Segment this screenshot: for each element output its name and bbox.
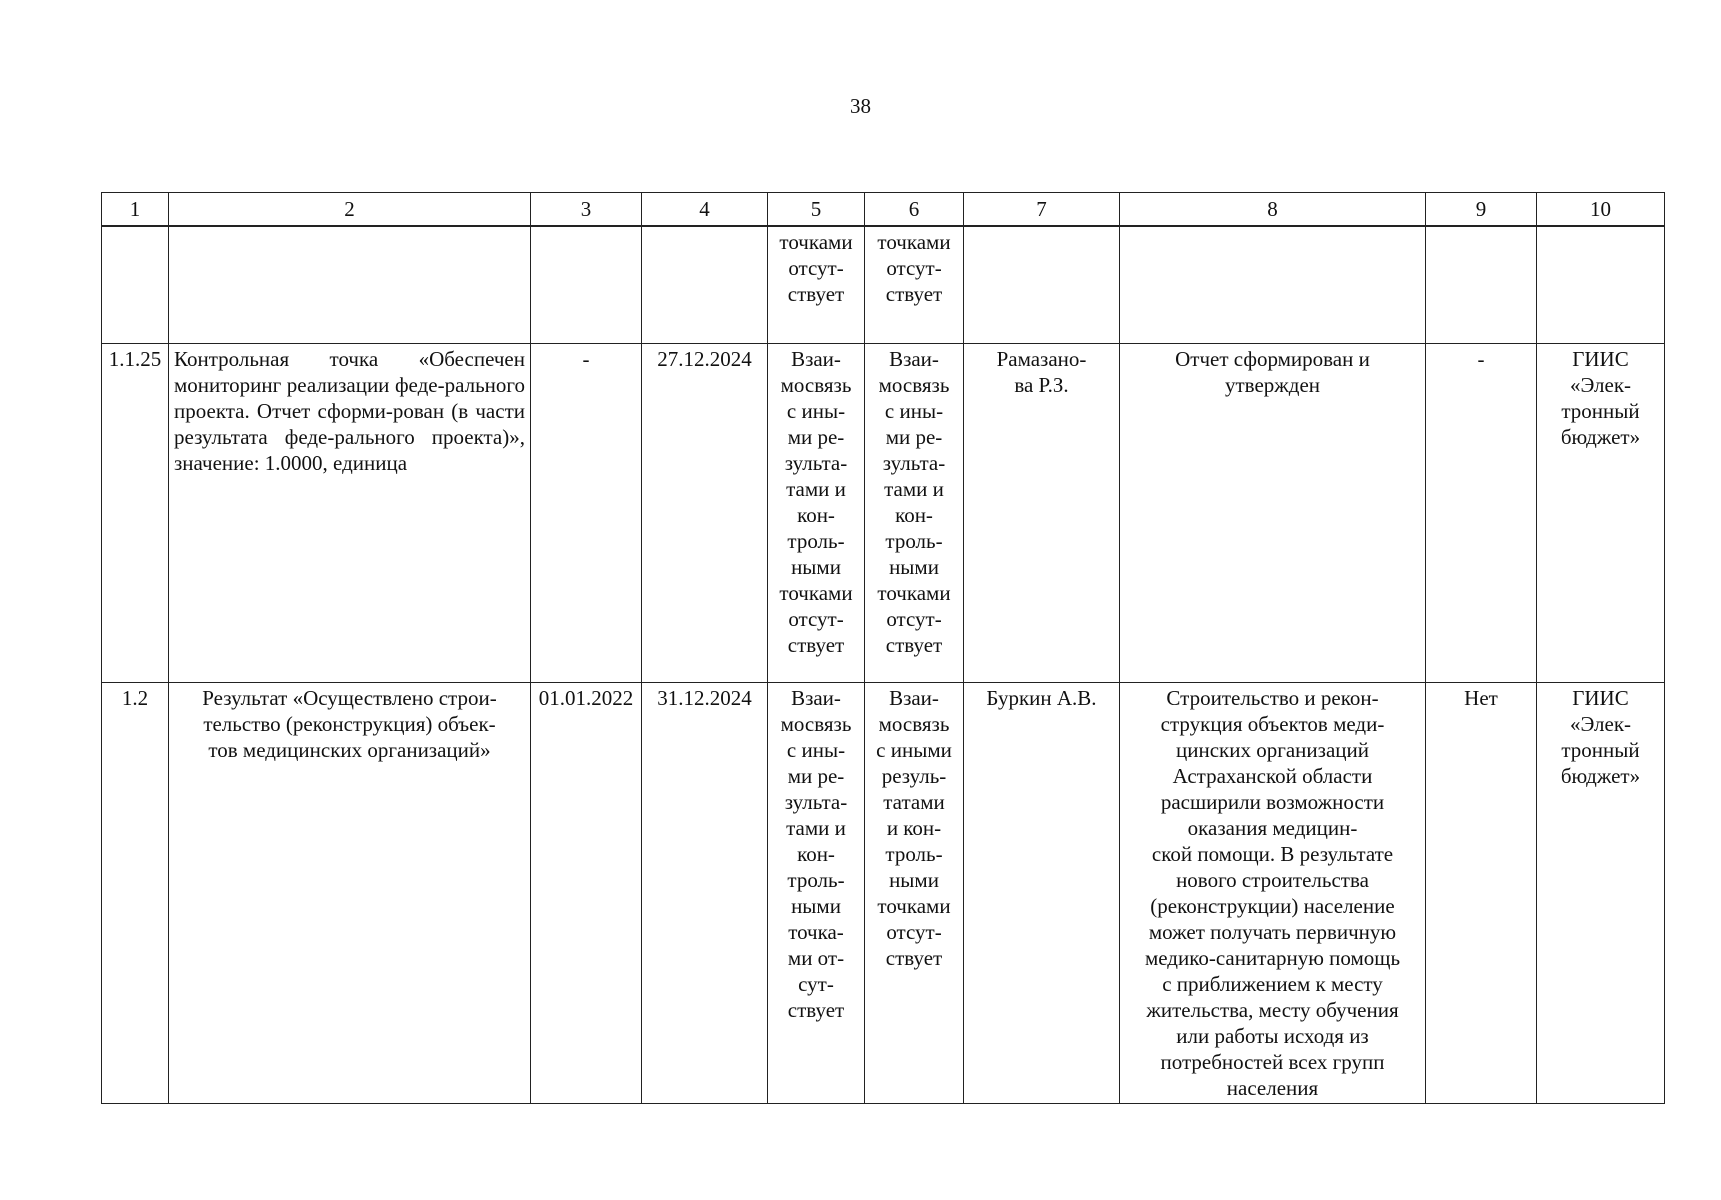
predecessor-cell: Взаи- мосвязь с ины- ми ре- зульта- тами и кон- троль- ными точками отсут- ствует: [768, 344, 865, 683]
description-cell: Строительство и рекон- струкция объектов меди- цинских организаций Астраханской области расширили возможности оказания медицин- ской помощи. В результате нового строительства (реконструкции) население может получать первичную медико-санитарную помощь с приближением к месту жительства, месту обучения или работы исходя из потребностей всех групп населения: [1120, 683, 1426, 1104]
table-header-row: [102, 193, 1665, 227]
row-number-cell: 1.2: [102, 683, 169, 1104]
row-number-cell: [102, 226, 169, 344]
responsible-cell: Рамазано- ва Р.З.: [964, 344, 1120, 683]
system-cell: ГИИС «Элек- тронный бюджет»: [1537, 344, 1665, 683]
start-date-cell: [531, 226, 642, 344]
end-date-cell: 31.12.2024: [642, 683, 768, 1104]
row-number-cell: 1.1.25: [102, 344, 169, 683]
system-cell: [1537, 226, 1665, 344]
description-cell: [1120, 226, 1426, 344]
successor-cell: Взаи- мосвязь с ины- ми ре- зульта- тами и кон- троль- ными точками отсут- ствует: [865, 344, 964, 683]
column-header: 8: [1120, 193, 1426, 227]
column-header: 1: [102, 193, 169, 227]
column-header: 3: [531, 193, 642, 227]
start-date-cell: 01.01.2022: [531, 683, 642, 1104]
column-header: 10: [1537, 193, 1665, 227]
responsible-cell: Буркин А.В.: [964, 683, 1120, 1104]
successor-cell: точками отсут- ствует: [865, 226, 964, 344]
name-cell: Результат «Осуществлено строи- тельство (реконструкция) объек- тов медицинских организаций»: [169, 683, 531, 1104]
page-number: 38: [850, 94, 871, 118]
responsible-cell: [964, 226, 1120, 344]
predecessor-cell: Взаи- мосвязь с ины- ми ре- зульта- тами и кон- троль- ными точка- ми от- сут- ствует: [768, 683, 865, 1104]
column-header: 4: [642, 193, 768, 227]
flag-cell: Нет: [1426, 683, 1537, 1104]
table-row: [102, 344, 1665, 683]
start-date-cell: -: [531, 344, 642, 683]
system-cell: ГИИС «Элек- тронный бюджет»: [1537, 683, 1665, 1104]
column-header: 6: [865, 193, 964, 227]
end-date-cell: [642, 226, 768, 344]
description-cell: Отчет сформирован и утвержден: [1120, 344, 1426, 683]
column-header: 5: [768, 193, 865, 227]
document-table: [101, 192, 1665, 1104]
predecessor-cell: точками отсут- ствует: [768, 226, 865, 344]
column-header: 2: [169, 193, 531, 227]
table-row: [102, 683, 1665, 1104]
flag-cell: -: [1426, 344, 1537, 683]
name-cell: Контрольная точка «Обеспечен мониторинг реализации феде-рального проекта. Отчет сформи-рован (в части результата феде-рального проекта)», значение: 1.0000, единица: [169, 344, 531, 683]
flag-cell: [1426, 226, 1537, 344]
successor-cell: Взаи- мосвязь с иными резуль- татами и кон- троль- ными точками отсут- ствует: [865, 683, 964, 1104]
column-header: 9: [1426, 193, 1537, 227]
table-row: [102, 226, 1665, 344]
column-header: 7: [964, 193, 1120, 227]
end-date-cell: 27.12.2024: [642, 344, 768, 683]
name-cell: [169, 226, 531, 344]
